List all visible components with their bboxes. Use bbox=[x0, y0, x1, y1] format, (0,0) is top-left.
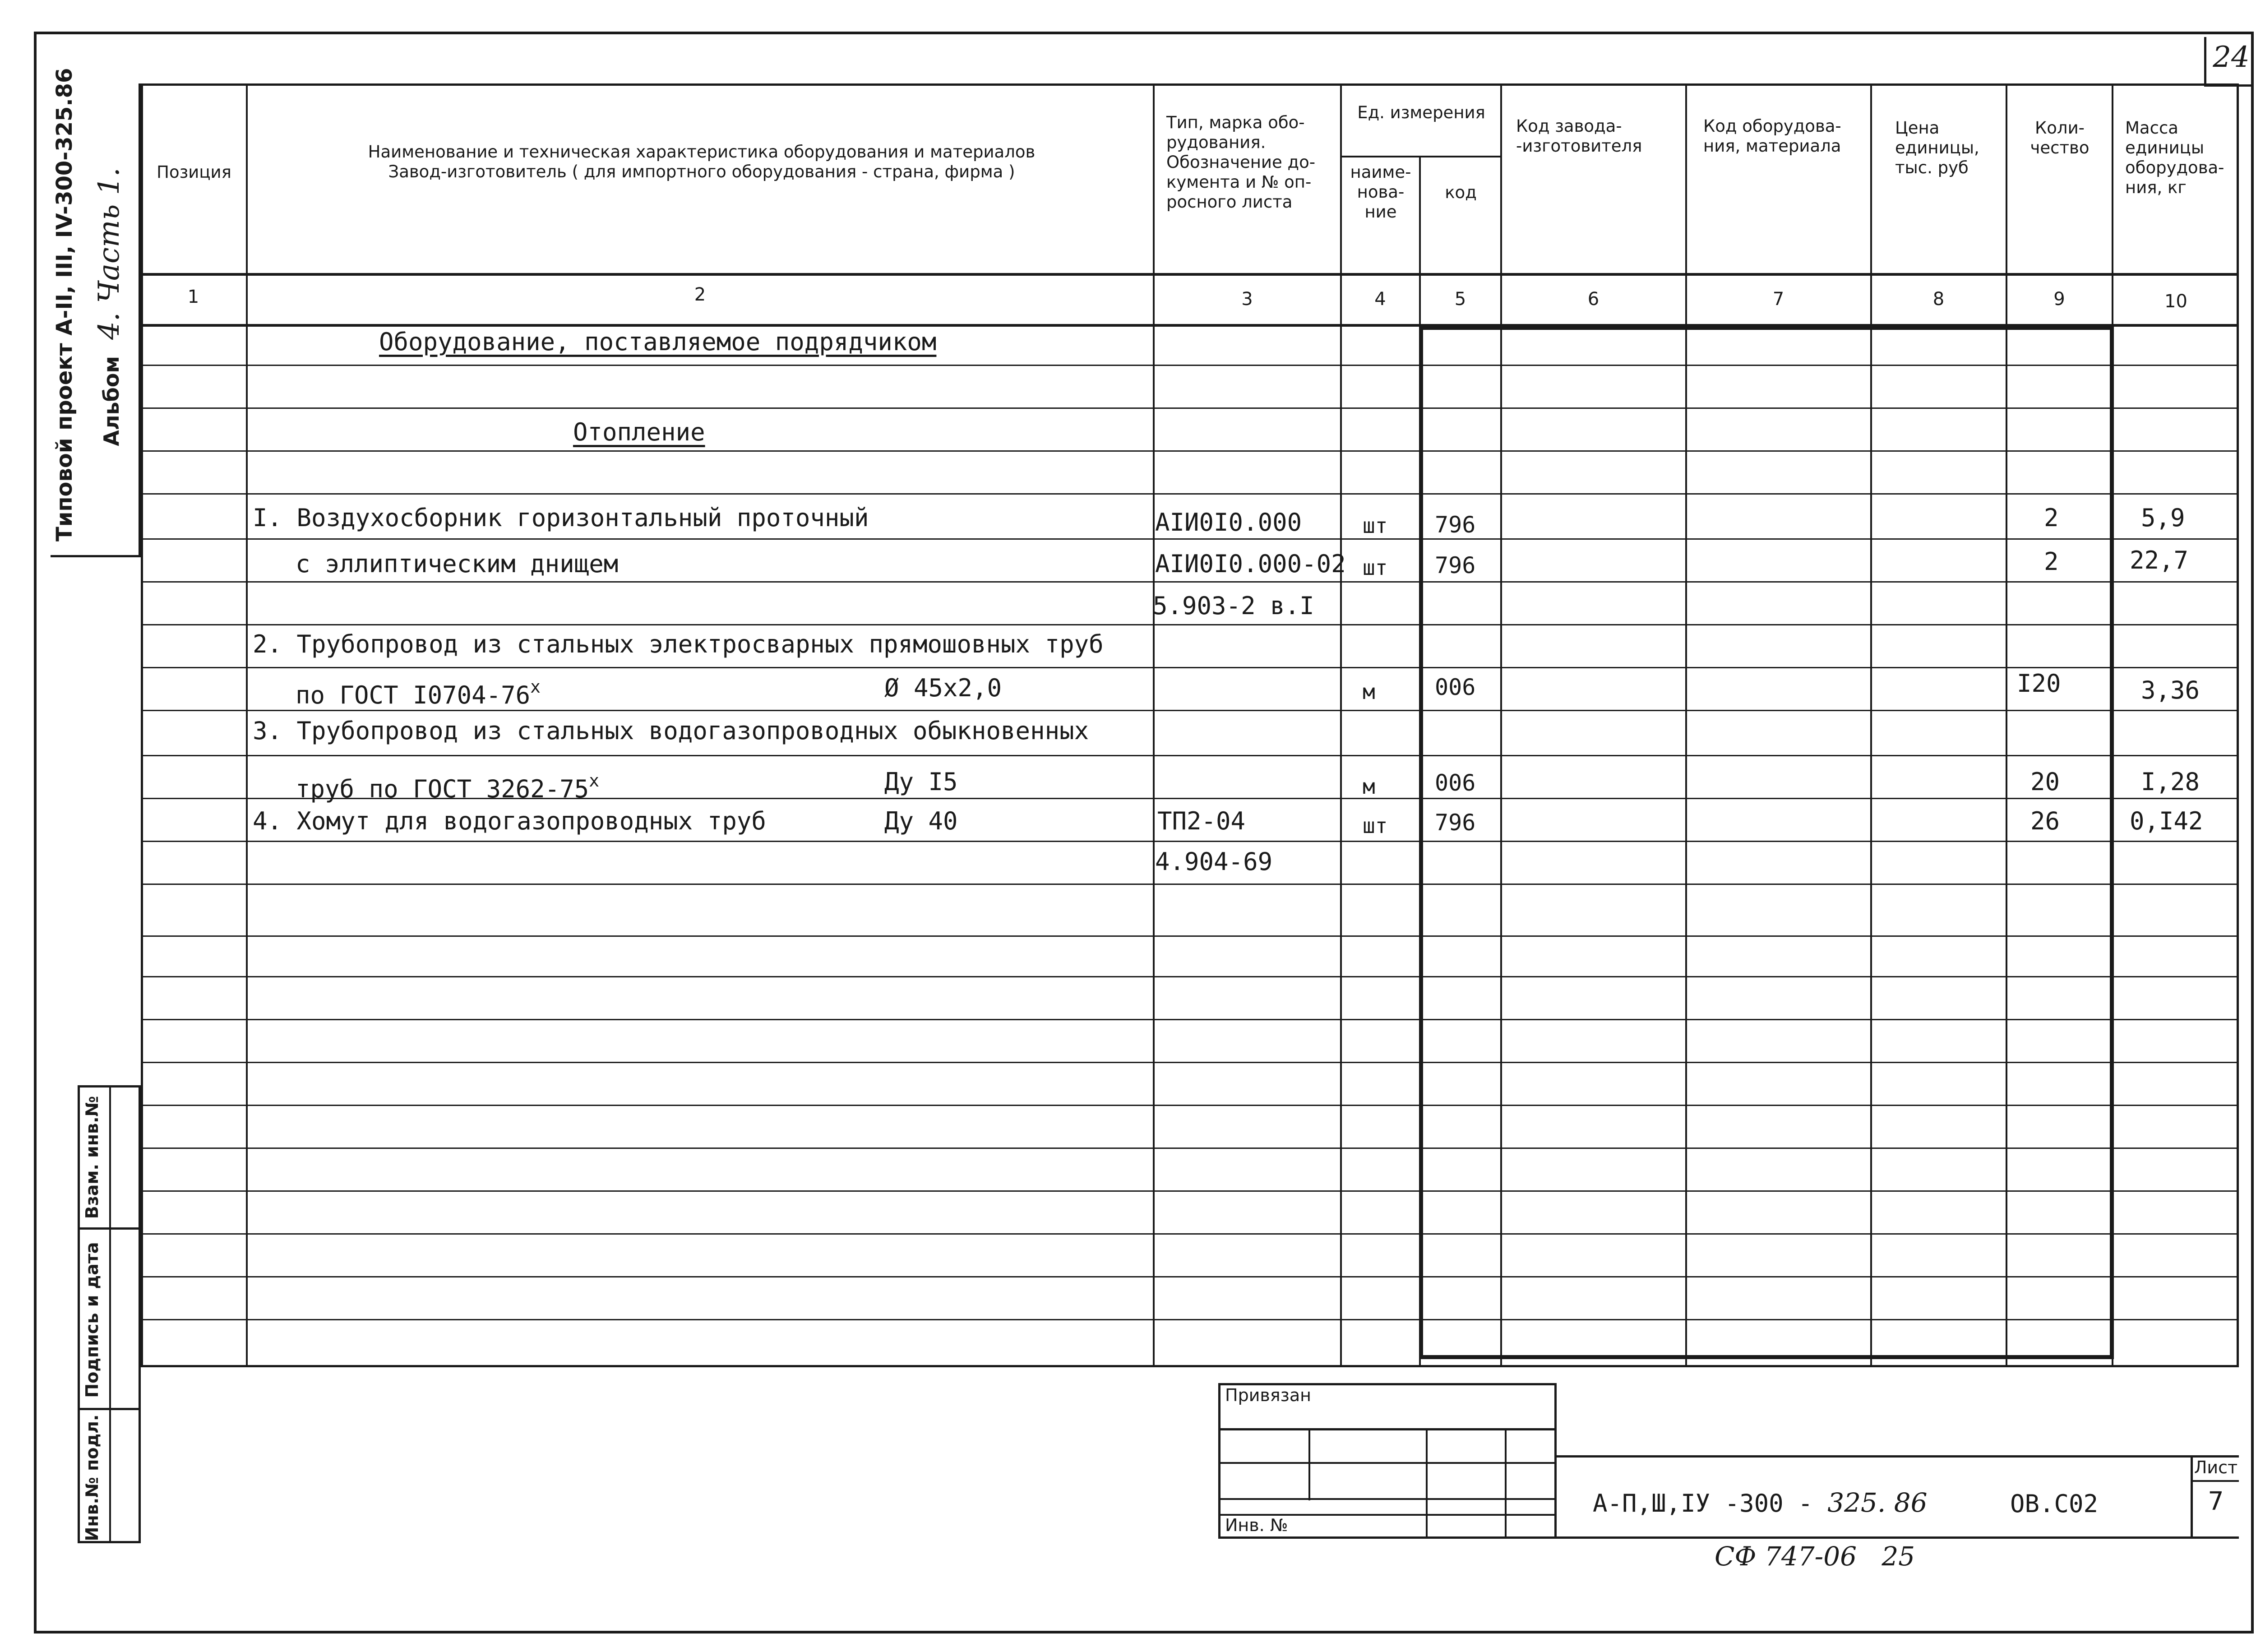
row-line bbox=[141, 407, 2239, 409]
row8-mass: 0,I42 bbox=[2130, 807, 2203, 835]
left-stamp-divider bbox=[109, 1085, 111, 1543]
row5-mass: 3,36 bbox=[2141, 676, 2200, 704]
list-box-split bbox=[2191, 1480, 2239, 1482]
colnum-6: 6 bbox=[1587, 289, 1600, 310]
row8-dim: Ду 40 bbox=[884, 807, 958, 835]
row5-code: 006 bbox=[1435, 674, 1476, 700]
header-qty: Коли- чество bbox=[2030, 118, 2090, 157]
row1-type: АIИ0I0.000 bbox=[1155, 508, 1302, 537]
header-bottom-line bbox=[141, 273, 2239, 276]
row2-unit: шт bbox=[1363, 555, 1388, 580]
inv-no-label: Инв. № bbox=[1225, 1515, 1288, 1535]
privyazan-label: Привязан bbox=[1225, 1385, 1311, 1405]
header-name: Наименование и техническая характеристика оборудования и материалов Завод-изготовитель ( для импортного оборудования - страна, фирма ) bbox=[368, 142, 1036, 181]
list-value: 7 bbox=[2208, 1487, 2224, 1516]
inv-podl-label: Инв.№ подл. bbox=[82, 1414, 102, 1541]
row-line bbox=[141, 365, 2239, 366]
row7-code: 006 bbox=[1435, 770, 1476, 796]
podpis-label: Подпись и дата bbox=[82, 1242, 102, 1398]
row-line bbox=[141, 884, 2239, 885]
header-price: Цена единицы, тыс. руб bbox=[1895, 118, 1979, 177]
privyazan-col2 bbox=[1426, 1428, 1428, 1539]
row1-code: 796 bbox=[1435, 512, 1476, 538]
row-line bbox=[141, 624, 2239, 625]
header-unit: Ед. измерения bbox=[1357, 103, 1485, 122]
row-line bbox=[141, 755, 2239, 756]
thick-block bbox=[1419, 326, 2114, 1359]
album-value: 4. Часть 1. bbox=[92, 167, 126, 340]
row4-name: 2. Трубопровод из стальных электросварных прямошовных труб bbox=[253, 630, 1104, 658]
header-position: Позиция bbox=[157, 162, 231, 182]
colnum-8: 8 bbox=[1932, 289, 1945, 310]
colnum-5: 5 bbox=[1454, 289, 1466, 310]
colnum-1: 1 bbox=[187, 287, 199, 307]
unit-header-split bbox=[1340, 156, 1500, 157]
row-line bbox=[141, 935, 2239, 937]
header-equip-code: Код оборудова- ния, материала bbox=[1703, 116, 1841, 156]
row8-unit: шт bbox=[1363, 814, 1388, 838]
row-line bbox=[141, 450, 2239, 452]
row-line bbox=[141, 493, 2239, 495]
row-line bbox=[141, 1190, 2239, 1192]
row1-name: I. Воздухосборник горизонтальный проточный bbox=[253, 504, 869, 532]
row7-name-text: труб по ГОСТ 3262-75 bbox=[296, 775, 589, 803]
col-line-2 bbox=[1153, 83, 1155, 1367]
row5-name bbox=[296, 673, 541, 709]
row6-name: 3. Трубопровод из стальных водогазопроводных обыкновенных bbox=[253, 717, 1089, 745]
row2-qty: 2 bbox=[2044, 547, 2059, 576]
row5-name-text: по ГОСТ I0704-76 bbox=[296, 681, 531, 709]
row-line bbox=[141, 1233, 2239, 1235]
sheet-code: ОВ.С02 bbox=[2010, 1490, 2099, 1518]
header-unit-name: наиме- нова- ние bbox=[1350, 162, 1411, 222]
colnum-2: 2 bbox=[694, 284, 706, 305]
designation-prefix: А-П,Ш,IУ -300 - bbox=[1593, 1489, 1813, 1518]
bottom-note: СФ 747-06 25 bbox=[1715, 1541, 1915, 1572]
row2-name: с эллиптическим днищем bbox=[296, 550, 619, 578]
row-line bbox=[141, 667, 2239, 668]
row7-dim: Ду I5 bbox=[884, 768, 958, 796]
privyazan-col1 bbox=[1308, 1428, 1310, 1500]
row7-name bbox=[296, 767, 599, 803]
top-sheet-number: 24 bbox=[2213, 41, 2250, 74]
project-title: Типовой проект А-II, III, IV-300-325.86 bbox=[52, 68, 77, 541]
row3-type: 5.903-2 в.I bbox=[1153, 592, 1314, 620]
row7-mass: I,28 bbox=[2141, 768, 2200, 796]
designation bbox=[1593, 1489, 1928, 1517]
row5-unit: м bbox=[1363, 680, 1375, 704]
row-line bbox=[141, 1276, 2239, 1277]
col-line-3 bbox=[1340, 83, 1342, 1367]
vz-inv-label: Взам. инв.№ bbox=[82, 1096, 102, 1219]
table-bottom-line bbox=[141, 1365, 2239, 1367]
row7-qty: 20 bbox=[2030, 768, 2060, 796]
row-line bbox=[141, 841, 2239, 842]
colnum-10: 10 bbox=[2164, 291, 2187, 312]
colnum-9: 9 bbox=[2053, 289, 2065, 310]
row-line bbox=[141, 1148, 2239, 1149]
row-line bbox=[141, 1062, 2239, 1063]
row1-mass: 5,9 bbox=[2141, 504, 2185, 532]
row8-name: 4. Хомут для водогазопроводных труб bbox=[253, 807, 766, 835]
album-word: Альбом bbox=[99, 356, 124, 446]
header-type: Тип, марка обо- рудования. Обозначение до- кумента и № оп- росного листа bbox=[1166, 113, 1316, 212]
row5-name-sup: х bbox=[530, 677, 541, 697]
row2-code: 796 bbox=[1435, 552, 1476, 578]
row8-qty: 26 bbox=[2030, 807, 2060, 835]
header-unit-code: код bbox=[1445, 183, 1477, 202]
colnum-7: 7 bbox=[1772, 289, 1784, 310]
row-line bbox=[141, 1105, 2239, 1106]
row7-unit: м bbox=[1363, 774, 1375, 799]
list-label: Лист bbox=[2194, 1458, 2238, 1477]
row-line bbox=[141, 1319, 2239, 1320]
row-line bbox=[141, 710, 2239, 711]
section-title-heating: Отопление bbox=[573, 418, 705, 446]
row9-type: 4.904-69 bbox=[1155, 847, 1273, 876]
left-stamp-line1 bbox=[78, 1227, 141, 1230]
col-line-1 bbox=[246, 83, 248, 1367]
row1-unit: шт bbox=[1363, 514, 1388, 538]
row-line bbox=[141, 976, 2239, 977]
row-line bbox=[141, 1019, 2239, 1020]
row8-type: ТП2-04 bbox=[1157, 807, 1246, 835]
header-mass: Масса единицы оборудова- ния, кг bbox=[2125, 118, 2224, 197]
colnum-4: 4 bbox=[1374, 289, 1386, 310]
privyazan-col3 bbox=[1505, 1428, 1507, 1539]
row1-qty: 2 bbox=[2044, 504, 2059, 532]
colnum-3: 3 bbox=[1241, 289, 1253, 310]
row5-qty: I20 bbox=[2017, 669, 2061, 698]
row7-name-sup: х bbox=[589, 771, 600, 791]
designation-hand: 325. 86 bbox=[1827, 1487, 1928, 1518]
row-line bbox=[141, 581, 2239, 583]
row2-type: АIИ0I0.000-02 bbox=[1155, 550, 1346, 578]
row-line bbox=[141, 538, 2239, 540]
colnum-bottom-line bbox=[141, 324, 2239, 327]
row5-dim: Ø 45х2,0 bbox=[884, 674, 1002, 702]
row2-mass: 22,7 bbox=[2130, 546, 2189, 574]
album-label bbox=[92, 126, 126, 487]
row8-code: 796 bbox=[1435, 810, 1476, 836]
section-title-equipment: Оборудование, поставляемое подрядчиком bbox=[379, 328, 937, 356]
header-factory-code: Код завода- -изготовителя bbox=[1516, 116, 1642, 156]
